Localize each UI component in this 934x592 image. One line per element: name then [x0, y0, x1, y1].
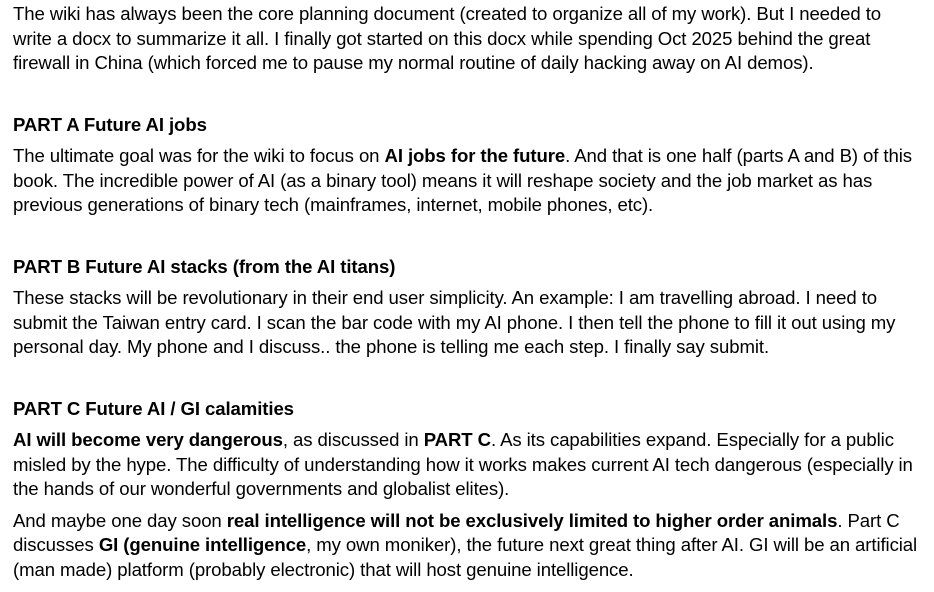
part-c-emphasis-part: PART C — [423, 429, 491, 450]
part-c-paragraph-2 — [13, 509, 920, 583]
part-c-text-5: , my own moniker), the future next great thing after AI. GI will be an artificial (man made) platform (probably electronic) that will host genuine intelligence. — [13, 534, 918, 580]
part-a-paragraph — [13, 144, 920, 218]
intro-paragraph: The wiki has always been the core planning document (created to organize all of my work). But I needed to write a docx to summarize it all. I finally got started on this docx while spending Oct 2025 behind the great firewall in China (which forced me to pause my normal routine of daily hacking away on AI demos). — [13, 3, 882, 73]
part-a-text-end: . And that is one half (parts A and B) of this book. The incredible power of AI (as a binary tool) means it will reshape society and the job market as has previous generations of binary tech (mainframes, internet, mobile phones, etc). — [13, 145, 912, 215]
part-c-heading: PART C Future AI / GI calamities — [13, 397, 294, 419]
part-c-emphasis-gi: GI (genuine intelligence — [98, 534, 307, 555]
part-b-paragraph: These stacks will be revolutionary in their end user simplicity. An example: I am travelling abroad. I need to submit the Taiwan entry card. I scan the bar code with my AI phone. I then tell the phone to fill it out using my personal day. My phone and I discuss.. the phone is telling me each step. I finally say submit. — [13, 287, 896, 357]
part-a-emphasis: AI jobs for the future — [384, 145, 566, 166]
part-b-heading: PART B Future AI stacks (from the AI titans) — [13, 255, 396, 277]
part-c-text-2: . As its capabilities expand. Especially for a public misled by the hype. The difficulty of understanding how it works makes current AI tech dangerous (especially in the hands of our wonderful governments and globalist elites). — [13, 429, 913, 499]
part-a-heading: PART A Future AI jobs — [13, 113, 207, 135]
part-c-emphasis-danger: AI will become very dangerous — [13, 429, 283, 450]
part-a-text-start: The ultimate goal was for the wiki to focus on — [13, 145, 385, 166]
part-c-paragraph-1 — [13, 428, 920, 502]
part-c-text-1: , as discussed in — [282, 429, 424, 450]
part-c-emphasis-intelligence: real intelligence will not be exclusively limited to higher order animals — [226, 509, 838, 531]
part-c-text-3: And maybe one day soon — [13, 509, 227, 531]
part-c-text-4: . Part C discusses — [13, 509, 900, 555]
